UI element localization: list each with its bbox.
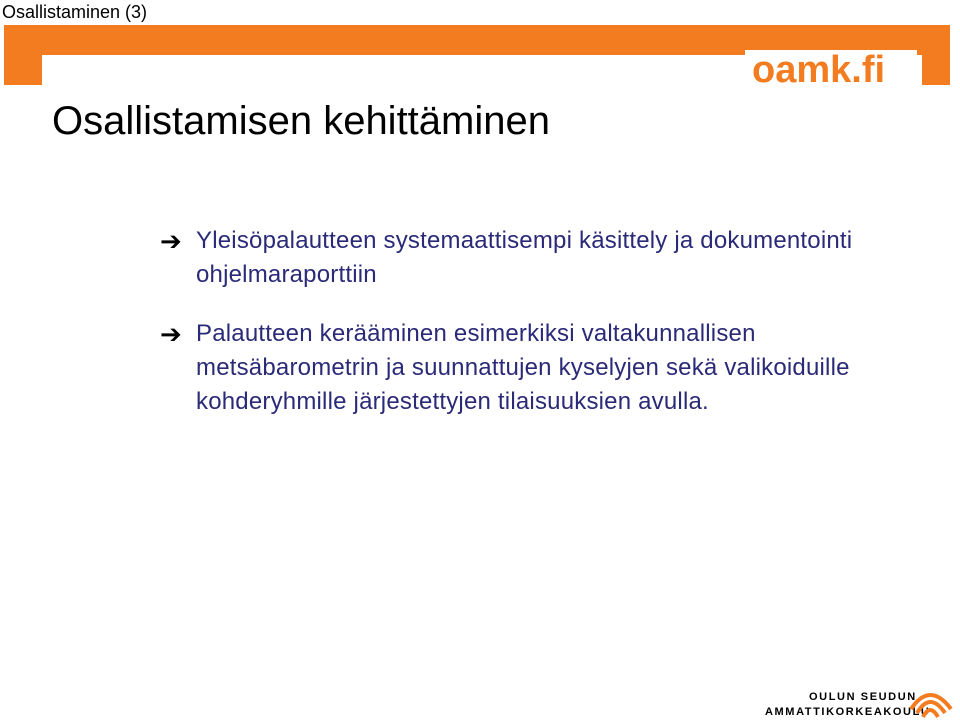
footer-logo-line1: OULUN SEUDUN <box>809 691 917 703</box>
footer-logo-line2: AMMATTIKORKEAKOULU <box>765 706 931 718</box>
arrow-right-icon: ➔ <box>160 319 182 349</box>
bullet-item <box>160 224 920 292</box>
slide-title: Osallistamisen kehittäminen <box>52 99 550 143</box>
oamk-logo: oamk.fi <box>752 49 886 91</box>
header-band-right-tab <box>922 55 950 85</box>
sunrise-mark-icon <box>905 683 955 721</box>
header-band-left-tab <box>4 55 42 85</box>
bullet-text: Palautteen kerääminen esimerkiksi valtakunnallisen metsäbarometrin ja suunnattujen kyselyjen sekä valikoiduille kohderyhmille järjestettyjen tilaisuuksien avulla. <box>196 320 850 415</box>
bullet-text: Yleisöpalautteen systemaattisempi käsittely ja dokumentointi ohjelmaraporttiin <box>196 227 853 288</box>
footer-logo <box>765 683 955 721</box>
bullet-item <box>160 317 920 419</box>
bullet-list <box>160 224 920 444</box>
section-label: Osallistaminen (3) <box>2 2 148 22</box>
arrow-right-icon: ➔ <box>160 226 182 256</box>
